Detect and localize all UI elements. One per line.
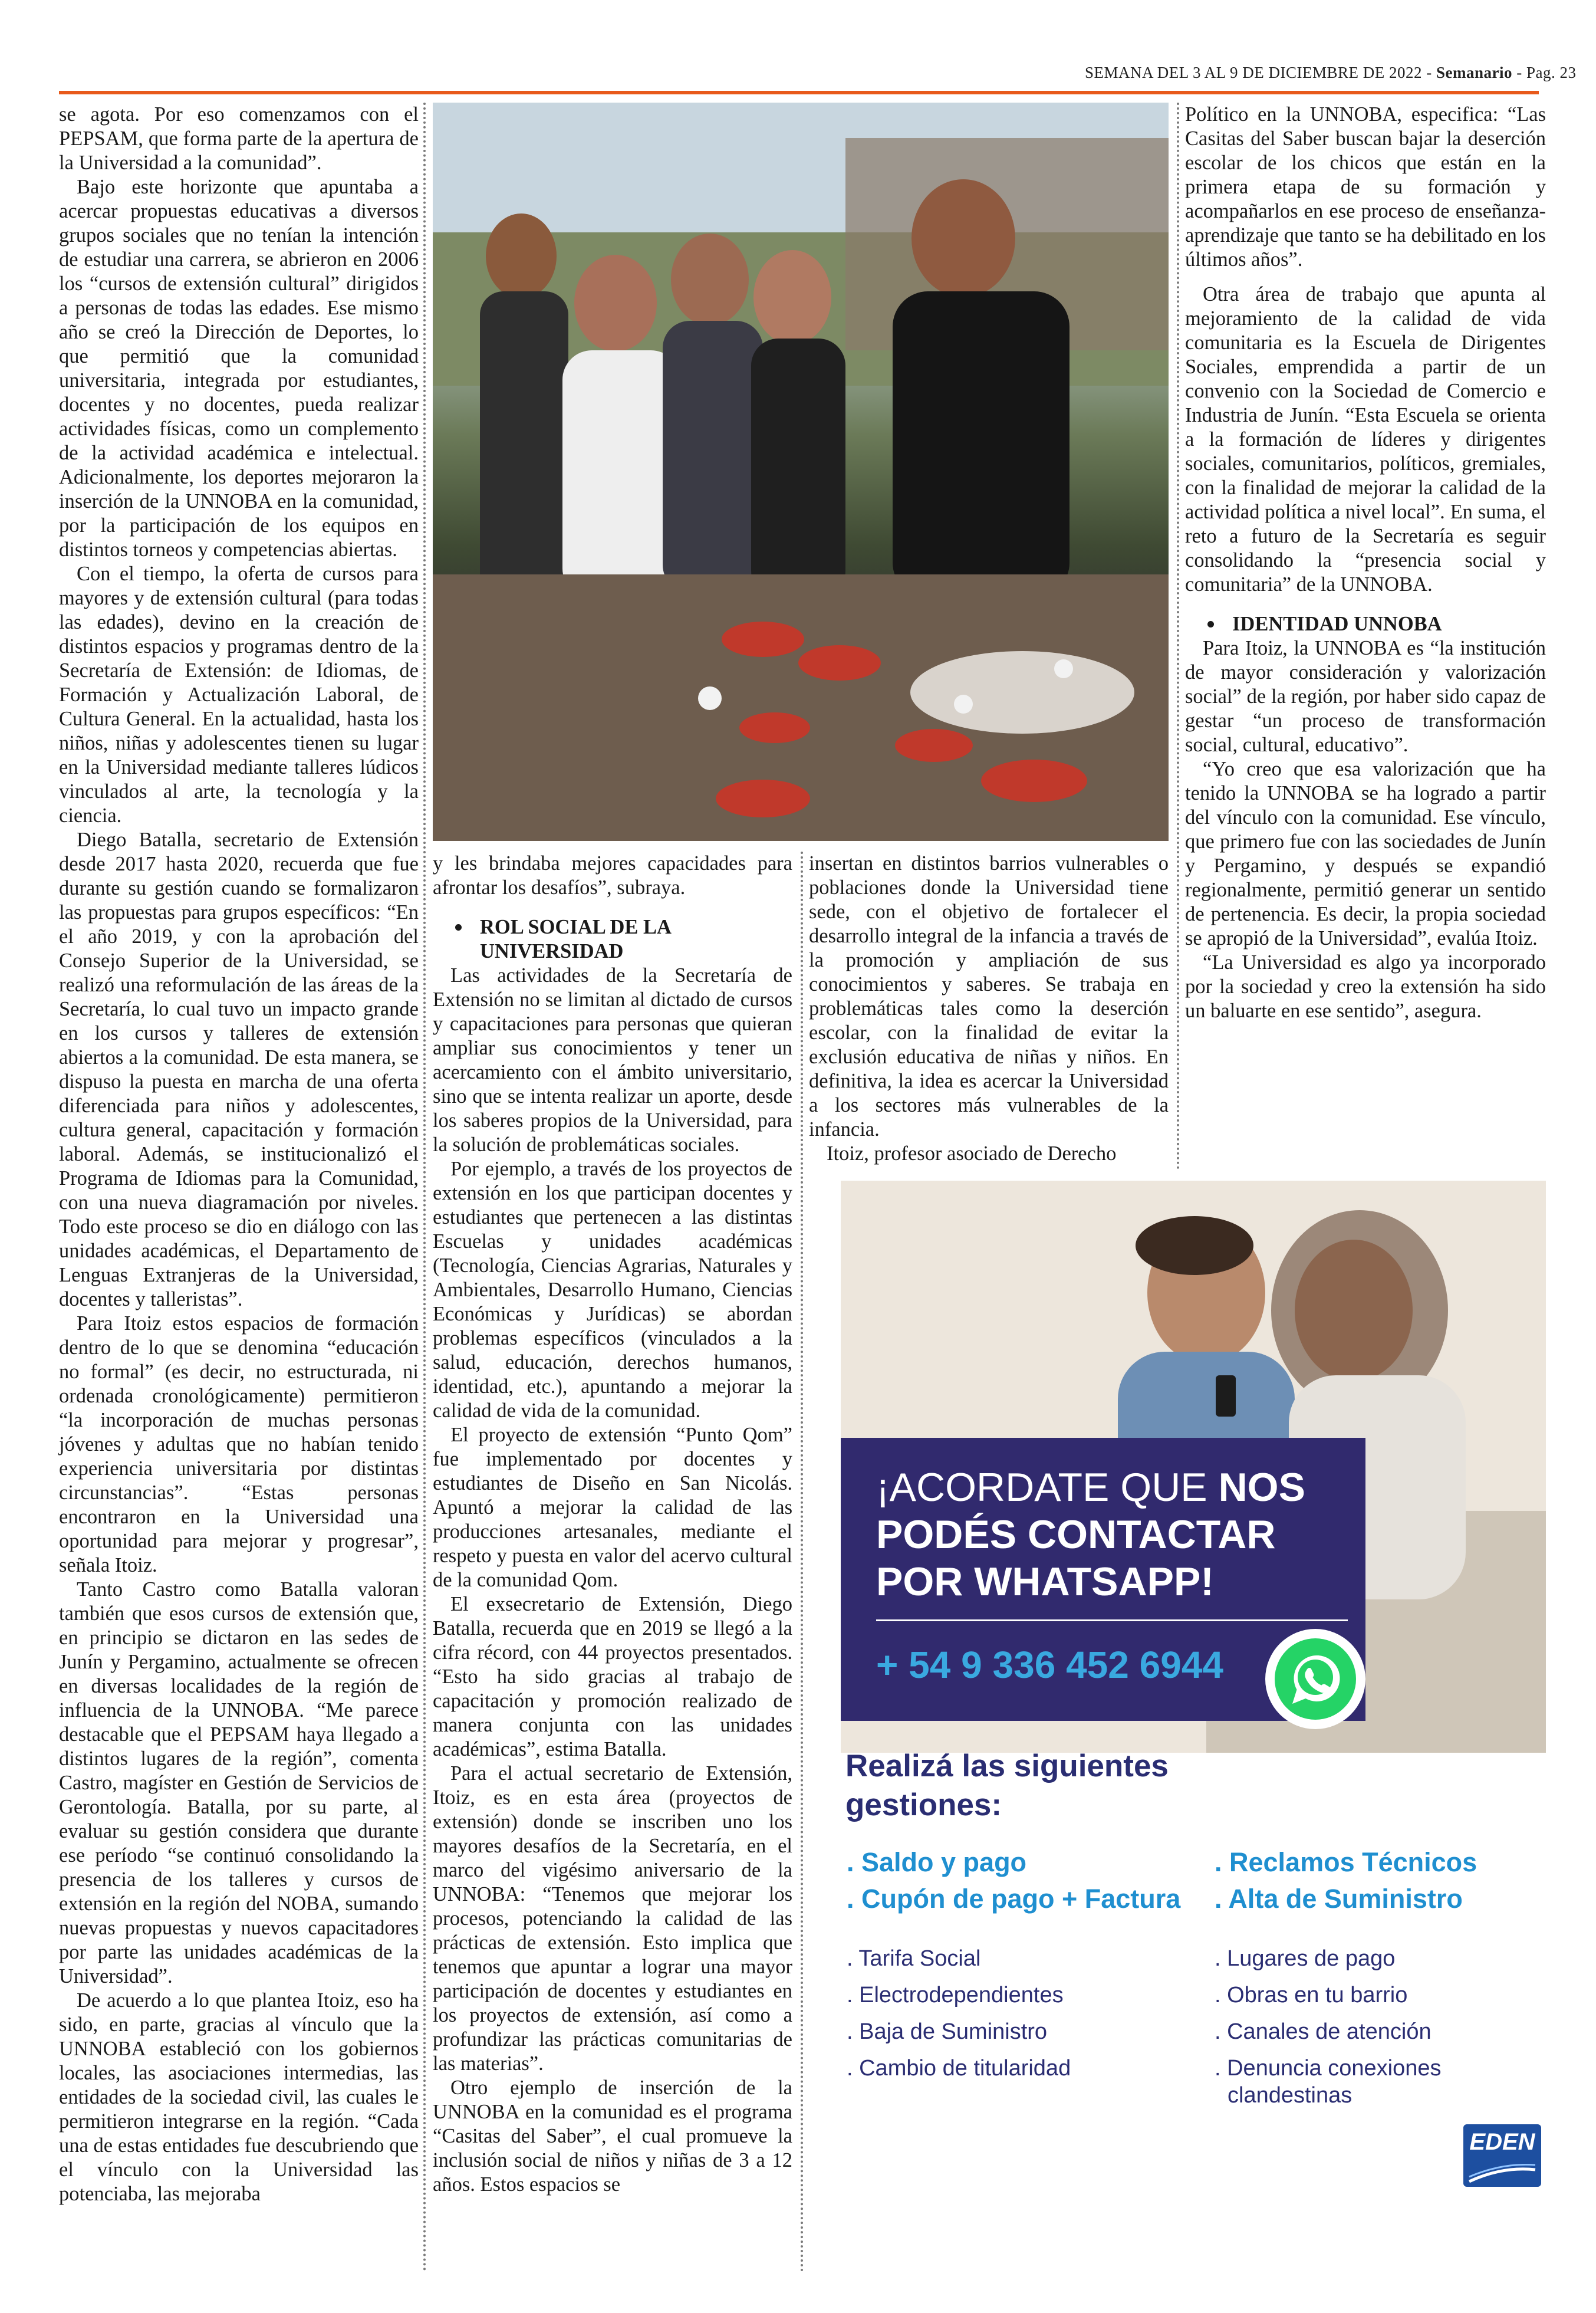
page-number: - Pag. 23: [1516, 64, 1577, 81]
eden-logo-text: EDEN: [1469, 2129, 1535, 2155]
section-heading-identidad: IDENTIDAD UNNOBA: [1185, 612, 1546, 636]
ad-headline-l3: POR WHATSAPP!: [876, 1559, 1214, 1604]
paragraph: Con el tiempo, la oferta de cursos para mayores y de extensión cultural (para todas las edades), devino en la creación de distintos espacios y programas dentro de la Secretaría de Extensión: de Idiomas, de Formación y Actualización Laboral, de Cultura General. En la actualidad, hasta los niños, niñas y adolescentes tienen su lugar en la Universidad mediante talleres lúdicos vinculados al arte, la tecnología y la ciencia.: [59, 563, 419, 827]
paragraph: Otra área de trabajo que apunta al mejoramiento de la calidad de vida comunitaria es la Escuela de Dirigentes Sociales, emprendida a partir de un convenio con la Sociedad de Comercio e Industria de Junín. “Esta Escuela se orienta a la formación de líderes y dirigentes sociales, comunitarios, políticos, gremiales, con la finalidad de mejorar la calidad de la actividad política a nivel local”. En suma, el reto a futuro de la Secretaría es seguir consolidando la “presencia social y comunitaria” de la UNNOBA.: [1185, 283, 1546, 596]
eden-advertisement: [841, 1181, 1546, 2273]
paragraph: “La Universidad es algo ya incorporado por la sociedad y creo la extensión ha sido un baluarte en ese sentido”, asegura.: [1185, 951, 1546, 1022]
paragraph: Para el actual secretario de Extensión, Itoiz, es en esta área (proyectos de extensión) donde se inscriben uno los mayores desafíos de la Secretaría, en el marco del vigésimo aniversario de la UNNOBA: “Tenemos que mejorar los procesos, potenciando la calidad de las prácticas de extensión. Esto implica que tenemos que apuntar a lograr una mayor participación de docentes y estudiantes en los proyectos de extensión, así como a profundizar las prácticas comunitarias de las materias”.: [433, 1762, 792, 2075]
paragraph: De acuerdo a lo que plantea Itoiz, eso ha sido, en parte, gracias al vínculo que la UNNOBA estableció con los gobiernos locales, las asociaciones intermedias, las entidades de la sociedad civil, las cuales le permitieron integrarse en la región. “Cada una de estas entidades fue descubriendo que el vínculo con la Universidad las potenciaba, las mejoraba: [59, 1989, 419, 2205]
paragraph: El exsecretario de Extensión, Diego Batalla, recuerda que en 2019 se llegó a la cifra récord, con 44 proyectos presentados. “Esto ha sido gracias al trabajo de capacitación y promoción realizado de manera conjunta con las unidades académicas”, estima Batalla.: [433, 1593, 792, 1760]
section-heading-rol-social: ROL SOCIAL DE LA UNIVERSIDAD: [433, 915, 792, 964]
whatsapp-icon: [1265, 1629, 1365, 1729]
paragraph: Para Itoiz estos espacios de formación dentro de lo que se denomina “educación no formal” (es decir, no estructurada, ni ordenada cronológicamente) permitieron “la incorporación de muchas personas jóvenes y adultas que no habían tenido experiencia universitaria por distintas circunstancias”. “Estas personas encontraron en la Universidad una oportunidad para mejorar y progresar”, señala Itoiz.: [59, 1312, 419, 1576]
paragraph: El proyecto de extensión “Punto Qom” fue implementado por docentes y estudiantes de Diseño en San Nicolás. Apuntó a mejorar la calidad de las producciones artesanales, mediante el respeto y puesta en valor del acervo cultural de la comunidad Qom.: [433, 1424, 792, 1591]
service-item: . Saldo y pago: [847, 1847, 1027, 1877]
ad-headline-l2: PODÉS CONTACTAR: [876, 1512, 1276, 1557]
article-column-2: [433, 852, 792, 2273]
issue-date: SEMANA DEL 3 AL 9 DE DICIEMBRE DE 2022 -: [1085, 64, 1432, 81]
ad-headline-l1: ¡ACORDATE QUE: [876, 1465, 1207, 1510]
eden-logo-swoosh: [1467, 2164, 1538, 2185]
eden-logo: [1463, 2124, 1541, 2187]
paragraph: Tanto Castro como Batalla valoran también que esos cursos de extensión que, en principio se dictaron en las sedes de Junín y Pergamino, actualmente se ofrecen en diversas localidades de la región de influencia de la UNNOBA. “Me parece destacable que el PEPSAM haya llegado a distintos lugares de la región”, comenta Castro, magíster en Gestión de Servicios de Gerontología. Batalla, por su parte, al evaluar su gestión considera que durante ese período “se continuó consolidando la presencia de los talleres y cursos de extensión en la región del NOBA, sumando nuevas propuestas y nuevos capacitadores por parte las unidades académicas de la Universidad”.: [59, 1578, 419, 1987]
ad-divider: [876, 1619, 1348, 1621]
paragraph: se agota. Por eso comenzamos con el PEPSAM, que forma parte de la apertura de la Universidad a la comunidad”.: [59, 103, 419, 174]
whatsapp-phone-number: + 54 9 336 452 6944: [876, 1644, 1223, 1686]
paragraph: Otro ejemplo de inserción de la UNNOBA en la comunidad es el programa “Casitas del Saber”, el cual promueve la inclusión social de niños y niñas de 3 a 12 años. Estos espacios se: [433, 2077, 792, 2196]
service-item: . Cambio de titularidad: [847, 2056, 1071, 2081]
service-item: . Cupón de pago + Factura: [847, 1884, 1181, 1914]
paragraph: “Yo creo que esa valorización que ha tenido la UNNOBA se ha logrado a partir del vínculo con la comunidad. Ese vínculo, que primero fue con las sociedades de Junín y Pergamino, y después se expandió regionalmente, permitió generar un sentido de pertenencia. Es decir, la propia sociedad se apropió de la Universidad”, evalúa Itoiz.: [1185, 758, 1546, 949]
article-column-3: [809, 852, 1169, 1170]
paragraph: Para Itoiz, la UNNOBA es “la institución de mayor consideración y valorización social” de la región, por haber sido capaz de gestar “un proceso de transformación social, cultural, educativo”.: [1185, 637, 1546, 756]
ad-headline-l1-bold: NOS: [1218, 1465, 1305, 1510]
service-item: . Obras en tu barrio: [1215, 1983, 1408, 2008]
photo-students-crafts: [433, 103, 1169, 841]
paragraph: y les brindaba mejores capacidades para afrontar los desafíos”, subraya.: [433, 852, 792, 899]
article-column-1: [59, 103, 419, 2273]
publication-name: Semanario: [1436, 64, 1512, 81]
service-item: . Lugares de pago: [1215, 1946, 1396, 1971]
column-divider: [801, 852, 803, 2273]
service-item: . Canales de atención: [1215, 2019, 1432, 2044]
paragraph: Bajo este horizonte que apuntaba a acercar propuestas educativas a diversos grupos sociales que no tenían la intención de estudiar una carrera, se abrieron en 2006 los “cursos de extensión cultural” dirigidos a personas de todas las edades. Ese mismo año se creó la Dirección de Deportes, lo que permitió que la comunidad universitaria, integrada por estudiantes, docentes y no docentes, pueda realizar actividades físicas, como un complemento de la actividad académica e intelectual. Adicionalmente, los deportes mejoraron la inserción de la UNNOBA en la comunidad, por la participación de los equipos en distintos torneos y competencias abiertas.: [59, 176, 419, 561]
paragraph: Las actividades de la Secretaría de Extensión no se limitan al dictado de cursos y capacitaciones para personas que quieran ampliar sus conocimientos y tener un acercamiento con el ámbito universitario, sino que se intenta realizar un aporte, desde los saberes propios de la Universidad, para la solución de problemáticas sociales.: [433, 964, 792, 1156]
column-divider: [1177, 103, 1179, 1170]
photo-illustration: [433, 103, 1169, 841]
service-item: clandestinas: [1228, 2083, 1353, 2108]
service-item: . Alta de Suministro: [1215, 1884, 1463, 1914]
service-item: . Baja de Suministro: [847, 2019, 1048, 2044]
column-divider: [423, 103, 426, 2273]
paragraph: Itoiz, profesor asociado de Derecho: [827, 1142, 1117, 1165]
service-item: . Electrodependientes: [847, 1983, 1064, 2008]
ad-headline: [876, 1464, 1348, 1605]
article-column-4: [1185, 103, 1546, 1164]
paragraph: Diego Batalla, secretario de Extensión desde 2017 hasta 2020, recuerda que fue durante su gestión cuando se formalizaron las propuestas para grupos específicos: “En el año 2019, y con la aprobación del Consejo Superior de la Universidad, se realizó una reformulación de las áreas de la Secretaría, lo cual tuvo un impacto grande en los cursos y talleres de extensión abiertos a la comunidad. De esta manera, se dispuso la puesta en marcha de una oferta diferenciada para niños y adolescentes, cultura general, capacitación y formación laboral. Además, se institucionalizó el Programa de Idiomas para la Comunidad, con una nueva diagramación por niveles. Todo este proceso se dio en diálogo con las unidades académicas, el Departamento de Lenguas Extranjeras de la Universidad, docentes y talleristas”.: [59, 829, 419, 1310]
ad-subtitle: Realizá las siguientes gestiones:: [845, 1749, 1169, 1822]
paragraph: Por ejemplo, a través de los proyectos de extensión en los que participan docentes y estudiantes que pertenecen a las distintas Escuelas y unidades académicas (Tecnología, Ciencias Agrarias, Naturales y Ambientales, Desarrollo Humano, Ciencias Económicas y Jurídicas) se abordan problemas específicos (vinculados a la salud, educación, derechos humanos, identidad, etc.), apuntando a mejorar la calidad de vida de la comunidad.: [433, 1158, 792, 1422]
whatsapp-glyph: [1271, 1635, 1360, 1723]
service-item: . Reclamos Técnicos: [1215, 1847, 1477, 1877]
service-item: . Tarifa Social: [847, 1946, 981, 1971]
paragraph: Político en la UNNOBA, especifica: “Las Casitas del Saber buscan bajar la deserción escolar de los chicos que están en la primera etapa de su formación y acompañarlos en ese proceso de enseñanza-aprendizaje que tanto se ha debilitado en los últimos años”.: [1185, 103, 1546, 271]
header-rule: [59, 91, 1539, 94]
page-header: [1085, 64, 1577, 87]
paragraph: insertan en distintos barrios vulnerables o poblaciones donde la Universidad tiene sede, con el objetivo de fortalecer el desarrollo integral de la infancia a través de la promoción y ampliación de sus conocimientos y saberes. Se trabaja en problemáticas tales como la deserción escolar, con la finalidad de evitar la exclusión educativa de niñas y niños. En definitiva, la idea es acercar la Universidad a los sectores más vulnerables de la infancia.: [809, 852, 1169, 1141]
service-item: . Denuncia conexiones: [1215, 2056, 1442, 2081]
